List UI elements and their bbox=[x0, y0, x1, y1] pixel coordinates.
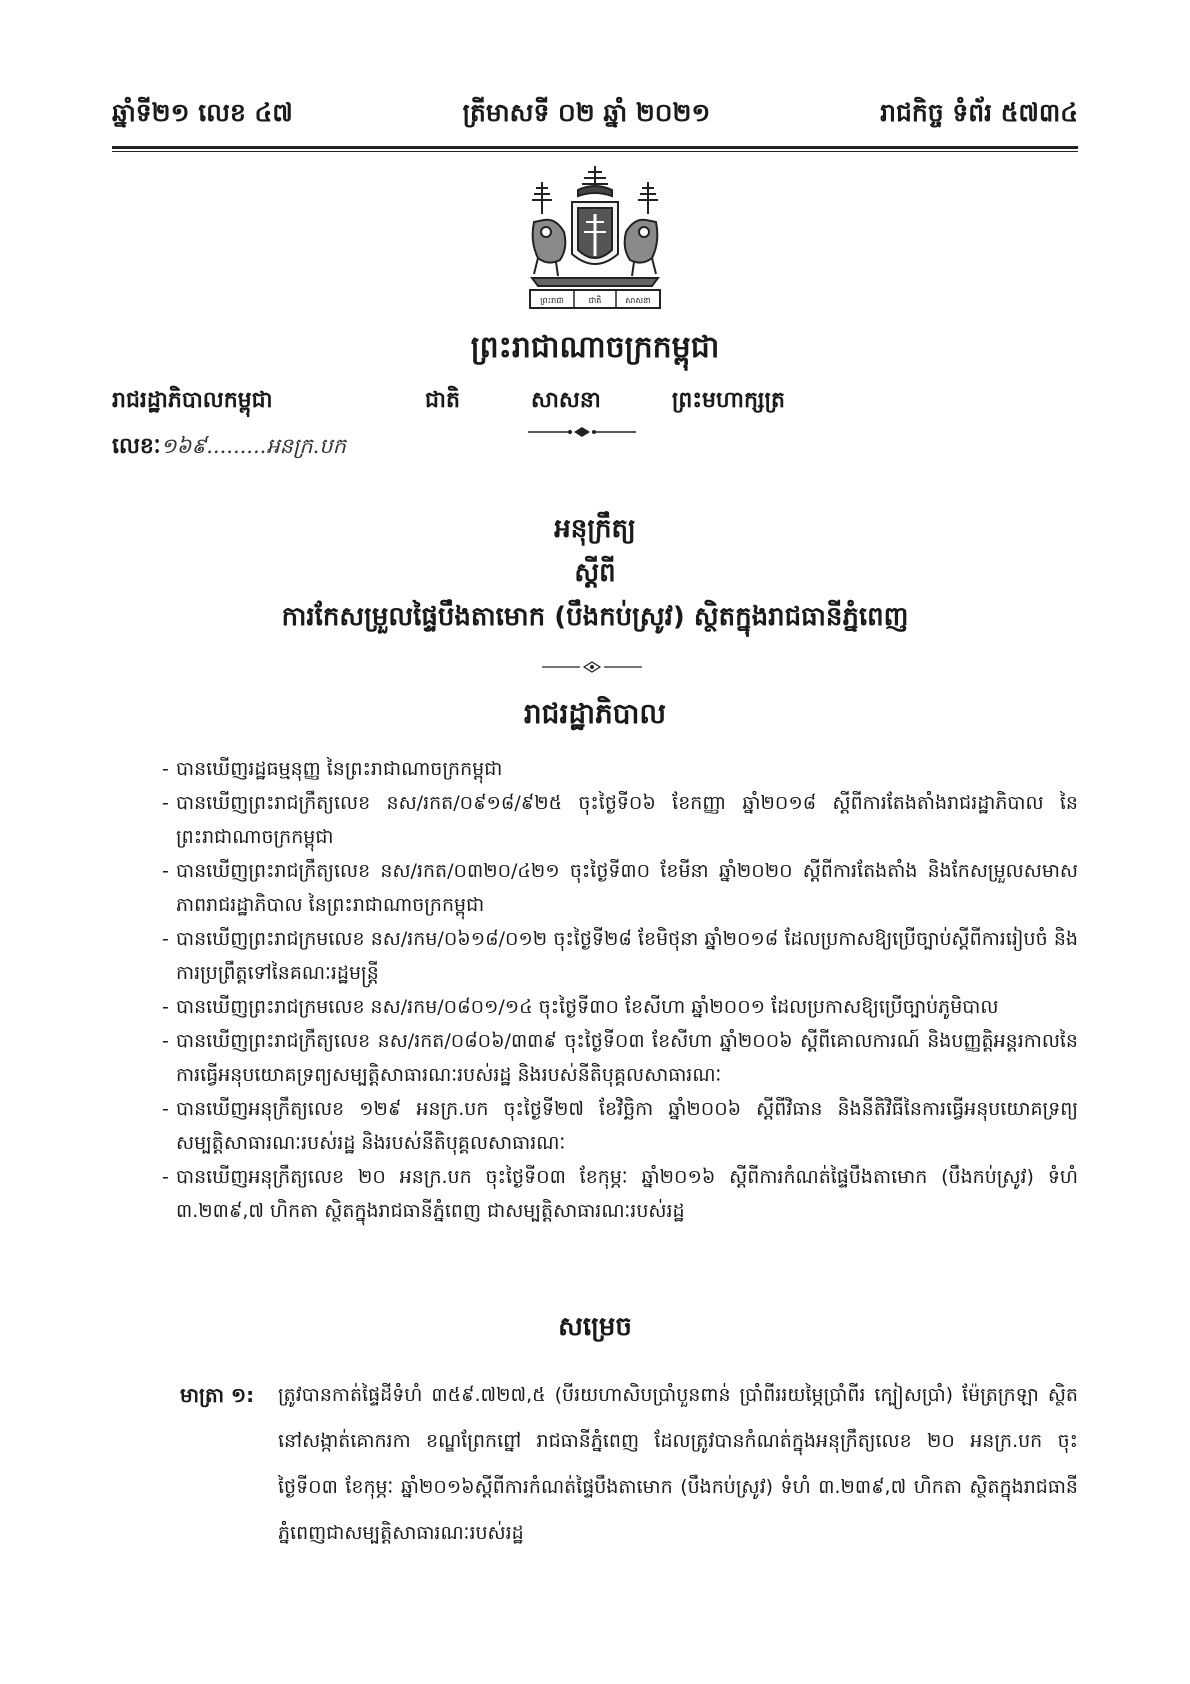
motto-religion: សាសនា bbox=[530, 388, 601, 413]
recital-item: - បានឃើញអនុក្រឹត្យលេខ ២០ អនក្រ.បក ចុះថ្ងៃទី០៣ ខែកុម្ភៈ ឆ្នាំ២០១៦ ស្ដីពីការកំណត់ផ្ទៃបឹងតាមោក (បឹងកប់ស្រូវ) ទំហំ ៣.២៣៩,៧ ហិកតា ស្ថិតក្នុងរាជធានីភ្នំពេញ ជាសម្បត្តិសាធារណៈរបស់រដ្ឋ bbox=[162, 1160, 1078, 1228]
kingdom-title: ព្រះរាជាណាចក្រកម្ពុជា bbox=[470, 330, 720, 365]
article-1-label: មាត្រា ១: bbox=[180, 1383, 255, 1407]
document-number-suffix: អនក្រ.បក bbox=[266, 434, 346, 458]
document-number-label: លេខៈ bbox=[112, 434, 161, 459]
national-motto bbox=[425, 386, 785, 418]
motto-nation: ជាតិ bbox=[425, 388, 460, 413]
gazette-header bbox=[112, 92, 1078, 140]
banner-text-2: ជាតិ bbox=[588, 296, 602, 305]
gazette-year-issue: ឆ្នាំទី២១ លេខ ៤៧ bbox=[112, 98, 293, 127]
gazette-date: ត្រីមាសទី ០២ ឆ្នាំ ២០២១ bbox=[462, 98, 711, 127]
decision-heading: សម្រេច bbox=[558, 1312, 632, 1342]
motto-king: ព្រះមហាក្សត្រ bbox=[671, 388, 785, 413]
ornament-divider-icon bbox=[524, 424, 640, 440]
banner-text-3: សាសនា bbox=[625, 296, 651, 305]
recital-item: - បានឃើញព្រះរាជក្រមលេខ នស/រកម/០៨០១/១៤ ចុះថ្ងៃទី៣០ ខែសីហា ឆ្នាំ២០០១ ដែលប្រកាសឱ្យប្រើច្បាប់ភូមិបាល bbox=[162, 990, 1078, 1024]
article-1-text: ត្រូវបានកាត់ផ្ទៃដីទំហំ ៣៥៩.៧២៧,៥ (បីរយហាសិបប្រាំបួនពាន់ ប្រាំពីររយម្ភៃប្រាំពីរ ក្បៀសប្រាំ) ម៉ែត្រក្រឡា ស្ថិតនៅសង្កាត់គោករកា ខណ្ឌព្រែកព្នៅ រាជធានីភ្នំពេញ ដែលត្រូវបានកំណត់ក្នុងអនុក្រឹត្យលេខ ២០ អនក្រ.បក ចុះថ្ងៃទី០៣ ខែកុម្ភៈ ឆ្នាំ២០១៦ស្ដីពីការកំណត់ផ្ទៃបឹងតាមោក (បឹងកប់ស្រូវ) ទំហំ ៣.២៣៩,៧ ហិកតា ស្ថិតក្នុងរាជធានីភ្នំពេញជាសម្បត្តិសាធារណៈរបស់រដ្ឋ bbox=[278, 1384, 1078, 1544]
recital-item: - បានឃើញព្រះរាជក្រឹត្យលេខ នស/រកត/០៨០៦/៣៣៩ ចុះថ្ងៃទី០៣ ខែសីហា ឆ្នាំ២០០៦ ស្ដីពីគោលការណ៍ និងបញ្ញត្តិអន្តរកាលនៃការធ្វើអនុបយោគទ្រព្យសម្បត្តិសាធារណៈរបស់រដ្ឋ និងរបស់នីតិបុគ្គលសាធារណៈ bbox=[162, 1024, 1078, 1092]
recital-item: - បានឃើញអនុក្រឹត្យលេខ ១២៩ អនក្រ.បក ចុះថ្ងៃទី២៧ ខែវិច្ឆិកា ឆ្នាំ២០០៦ ស្ដីពីវិធាន និងនីតិវិធីនៃការធ្វើអនុបយោគទ្រព្យសម្បត្តិសាធារណៈរបស់រដ្ឋ និងរបស់នីតិបុគ្គលសាធារណៈ bbox=[162, 1092, 1078, 1160]
header-divider bbox=[112, 146, 1078, 149]
recitals-list bbox=[162, 752, 1078, 1228]
government-label: រាជរដ្ឋាភិបាលកម្ពុជា bbox=[112, 388, 273, 413]
header-divider-thin bbox=[112, 151, 1078, 152]
recital-item: - បានឃើញព្រះរាជក្រឹត្យលេខ នស/រកត/០៩១៨/៩២៥ ចុះថ្ងៃទី០៦ ខែកញ្ញា ឆ្នាំ២០១៨ ស្ដីពីការតែងតាំងរាជរដ្ឋាភិបាល នៃព្រះរាជាណាចក្រកម្ពុជា bbox=[162, 786, 1078, 854]
gazette-page-number: រាជកិច្ច ទំព័រ ៥៧៣៤ bbox=[880, 98, 1078, 127]
article-1 bbox=[180, 1372, 1078, 1556]
recital-item: - បានឃើញរដ្ឋធម្មនុញ្ញ នៃព្រះរាជាណាចក្រកម្ពុជា bbox=[162, 752, 1078, 786]
document-type: អនុក្រឹត្យ bbox=[554, 514, 636, 544]
issuing-authority: រាជរដ្ឋាភិបាល bbox=[523, 697, 667, 730]
document-subject: ការកែសម្រួលផ្ទៃបឹងតាមោក (បឹងកប់ស្រូវ) ស្ថិតក្នុងរាជធានីភ្នំពេញ bbox=[281, 602, 909, 632]
royal-coat-of-arms-icon bbox=[512, 162, 678, 312]
document-number: លេខៈ១៦៩.........អនក្រ.បក bbox=[112, 434, 346, 459]
document-number-value: ១៦៩ bbox=[160, 434, 207, 458]
document-about: ស្ដីពី bbox=[574, 558, 616, 588]
recital-item: - បានឃើញព្រះរាជក្រឹត្យលេខ នស/រកត/០៣២០/៤២១ ចុះថ្ងៃទី៣០ ខែមីនា ឆ្នាំ២០២០ ស្ដីពីការតែងតាំង និងកែសម្រួលសមាសភាពរាជរដ្ឋាភិបាល នៃព្រះរាជាណាចក្រកម្ពុជា bbox=[162, 854, 1078, 922]
recital-item: - បានឃើញព្រះរាជក្រមលេខ នស/រកម/០៦១៨/០១២ ចុះថ្ងៃទី២៨ ខែមិថុនា ឆ្នាំ២០១៨ ដែលប្រកាសឱ្យប្រើច្បាប់ស្ដីពីការរៀបចំ និងការប្រព្រឹត្តទៅនៃគណៈរដ្ឋមន្ត្រី bbox=[162, 922, 1078, 990]
banner-text-1: ព្រះរាជា bbox=[540, 296, 564, 305]
ornament-divider-icon bbox=[540, 660, 644, 674]
